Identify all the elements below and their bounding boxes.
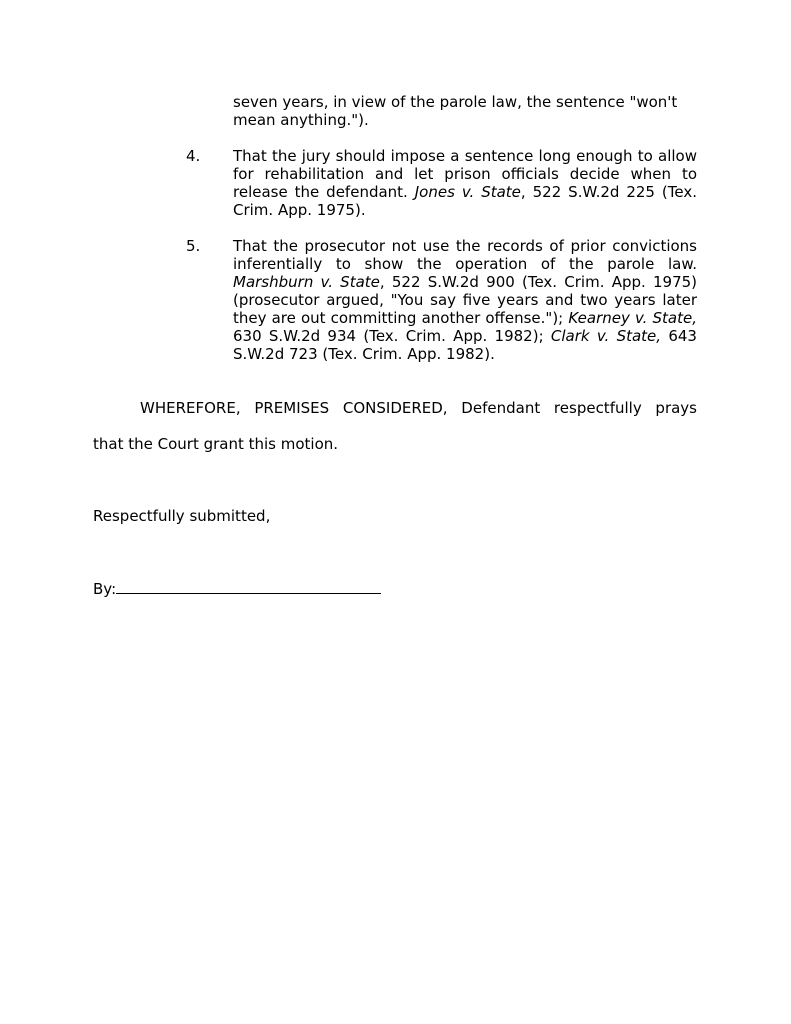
list-item-text [233,237,697,363]
case-citation: Jones v. State [414,183,521,201]
wherefore-paragraph-end: that the Court grant this motion. [93,435,339,453]
item-text: That the jury should impose a sentence long enough to allow for rehabilitation and let prison officials decide when to release the defendant. [233,147,697,201]
signature-line[interactable] [116,579,381,594]
item-text: 630 S.W.2d 934 (Tex. Crim. App. 1982); [233,327,551,345]
item-text: , 522 S.W.2d 225 (Tex. Crim. App. 1975). [233,183,697,219]
list-item-number: 4. [186,147,201,165]
list-item-text [233,147,697,219]
closing-text: Respectfully submitted, [93,507,271,525]
list-item-number: 5. [186,237,201,255]
case-citation: Clark v. State, [550,327,662,345]
wherefore-paragraph: WHEREFORE, PREMISES CONSIDERED, Defendant respectfully prays [140,399,697,417]
list-item-4 [186,147,697,219]
signature-label: By: [93,580,117,598]
item-text: 643 S.W.2d 723 (Tex. Crim. App. 1982). [233,327,697,363]
item-text: That the prosecutor not use the records of prior convictions inferentially to show the operation of the parole law. [233,237,697,273]
case-citation: Marshburn v. State [233,273,380,291]
list-item-5 [186,237,697,381]
item-text: , 522 S.W.2d 900 (Tex. Crim. App. 1975) (prosecutor argued, "You say five years and two years later they are out committing another offense."); [233,273,698,327]
continued-paragraph: seven years, in view of the parole law, the sentence "won't mean anything."). [233,93,678,129]
signature-block [93,579,381,598]
case-citation: Kearney v. State, [568,309,697,327]
